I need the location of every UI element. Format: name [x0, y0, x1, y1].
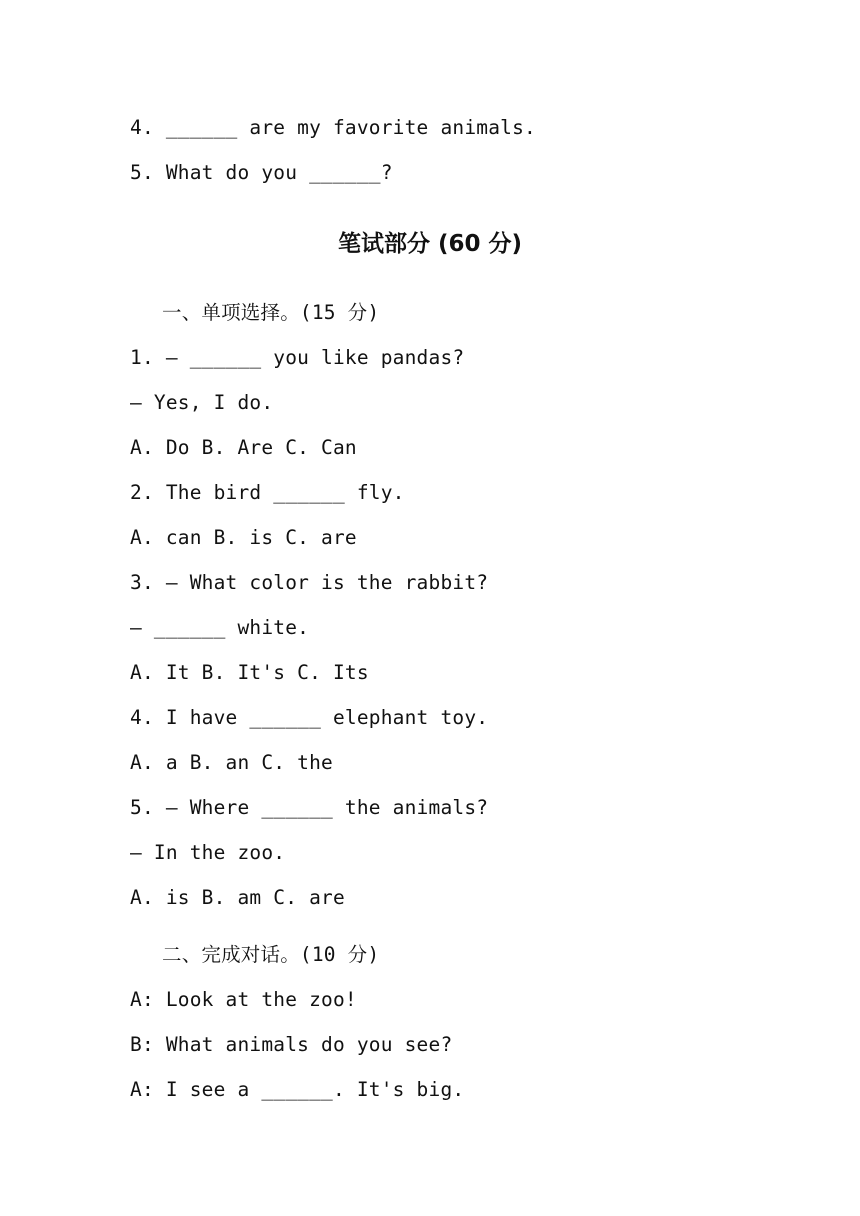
question-4-line: 4. ______ are my favorite animals. — [130, 116, 536, 139]
part1-line: A. Do B. Are C. Can — [130, 436, 357, 459]
section-title: 笔试部分 (60 分) — [337, 231, 523, 257]
part1-line: A. can B. is C. are — [130, 526, 357, 549]
part1-line: 2. The bird ______ fly. — [130, 481, 405, 504]
part1-line: 1. — ______ you like pandas? — [130, 346, 465, 369]
part1-line: 3. — What color is the rabbit? — [130, 571, 489, 594]
part1-line: A. is B. am C. are — [130, 886, 345, 909]
dialogue-line: A: Look at the zoo! — [130, 988, 357, 1011]
part1-heading: 一、单项选择。(15 分) — [162, 301, 380, 324]
part1-line: 4. I have ______ elephant toy. — [130, 706, 489, 729]
part1-line: — In the zoo. — [130, 841, 286, 864]
part1-line: A. It B. It's C. Its — [130, 661, 369, 684]
dialogue-line: B: What animals do you see? — [130, 1033, 453, 1056]
part1-line: 5. — Where ______ the animals? — [130, 796, 489, 819]
dialogue-line: A: I see a ______. It's big. — [130, 1078, 465, 1101]
part2-heading: 二、完成对话。(10 分) — [162, 943, 380, 966]
part1-line: A. a B. an C. the — [130, 751, 333, 774]
question-5-line: 5. What do you ______? — [130, 161, 393, 184]
part1-line: — Yes, I do. — [130, 391, 274, 414]
part1-line: — ______ white. — [130, 616, 310, 639]
